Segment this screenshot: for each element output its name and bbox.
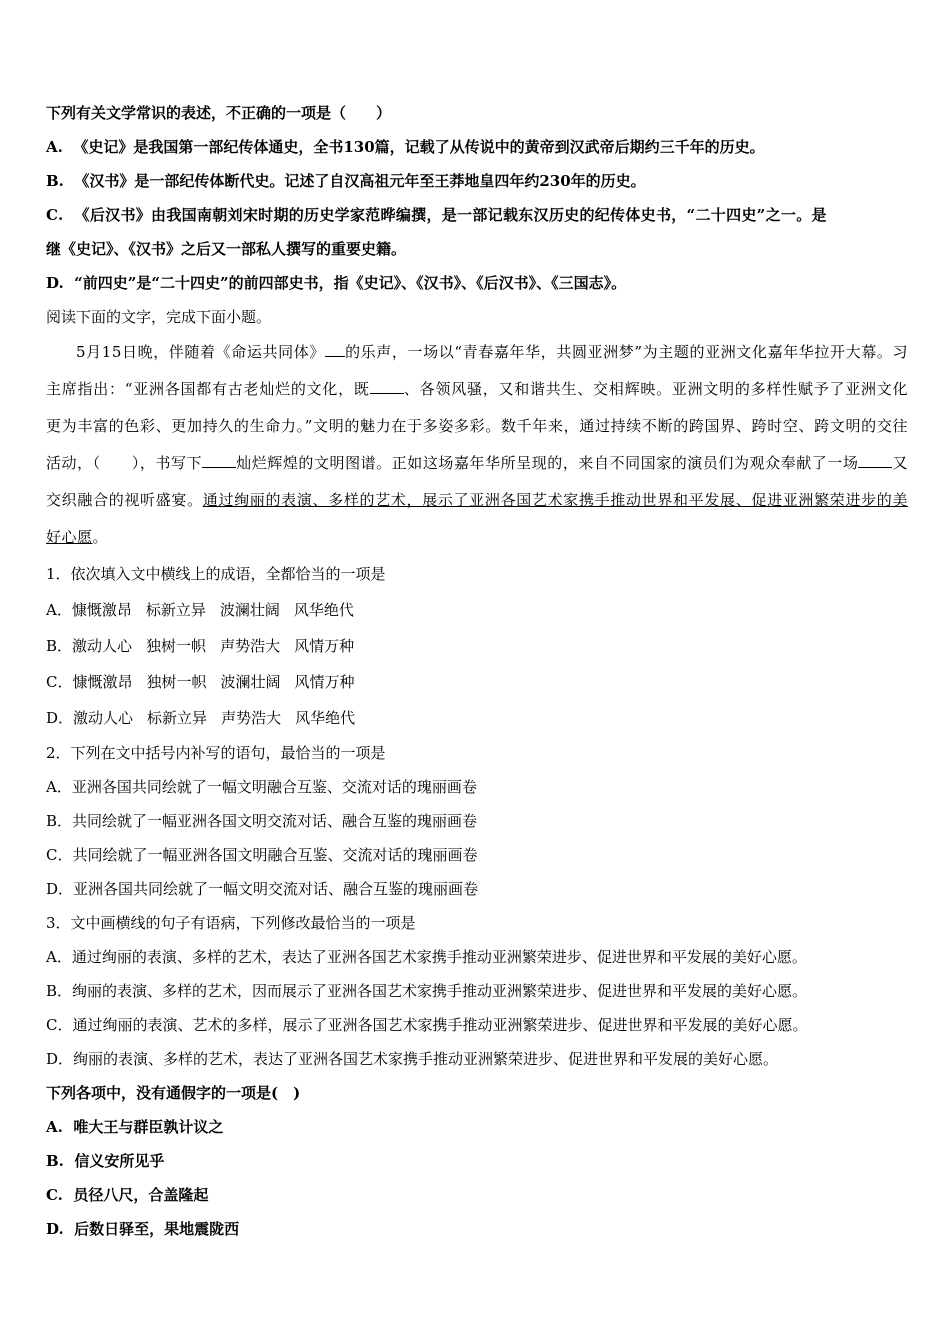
option-letter: B. bbox=[46, 172, 64, 190]
idiom: 风华绝代 bbox=[293, 601, 354, 619]
idiom: 慷慨激昂 bbox=[72, 673, 133, 691]
option-letter: C． bbox=[46, 1016, 73, 1034]
sub-question-3-stem: 3．文中画横线的句子有语病，下列修改最恰当的一项是 bbox=[46, 914, 416, 932]
sub1-option-b bbox=[46, 628, 908, 664]
option-text: 通过绚丽的表演、多样的艺术，表达了亚洲各国艺术家携手推动亚洲繁荣进步、促进世界和平发展的美好心愿。 bbox=[71, 948, 807, 966]
option-letter: C. bbox=[46, 1186, 63, 1204]
option-text: 信义安所见乎 bbox=[74, 1152, 165, 1170]
sub-question-1-stem: 1．依次填入文中横线上的成语，全都恰当的一项是 bbox=[46, 565, 386, 583]
option-c-continued: 继《史记》、《汉书》之后又一部私人撰写的重要史籍。 bbox=[46, 240, 407, 258]
idiom: 激动人心 bbox=[73, 709, 134, 727]
idiom: 慷慨激昂 bbox=[71, 601, 132, 619]
option-text: 员径八尺，合盖隆起 bbox=[73, 1186, 209, 1204]
idiom: 风情万种 bbox=[294, 637, 355, 655]
underlined-sentence: 通过绚丽的表演、多样的艺术，展示了亚洲各国艺术家携手推动世界和平发展、促进亚洲繁荣进步的美好心愿 bbox=[46, 491, 908, 546]
option-text: 共同绘就了一幅亚洲各国文明融合互鉴、交流对话的瑰丽画卷 bbox=[72, 846, 478, 864]
idiom: 标新立异 bbox=[147, 709, 208, 727]
question-stem: 下列各项中，没有通假字的一项是( ) bbox=[46, 1084, 301, 1102]
q3-option-b bbox=[46, 1144, 908, 1178]
reading-passage bbox=[46, 334, 908, 556]
option-letter: B． bbox=[46, 637, 73, 655]
passage-part-4: 灿烂辉煌的文明图谱。正如这场嘉年华所呈现的，来自不同国家的演员们为观众奉献了一场 bbox=[236, 454, 859, 472]
idiom: 波澜壮阔 bbox=[219, 601, 280, 619]
option-letter: A. bbox=[46, 138, 63, 156]
option-text: 绚丽的表演、多样的艺术，表达了亚洲各国艺术家携手推动亚洲繁荣进步、促进世界和平发展的美好心愿。 bbox=[73, 1050, 779, 1068]
option-letter: B. bbox=[46, 1152, 64, 1170]
sub1-option-c bbox=[46, 664, 908, 700]
exam-page bbox=[46, 96, 908, 1246]
option-a bbox=[46, 130, 908, 164]
option-letter: B． bbox=[46, 812, 73, 830]
idiom: 激动人心 bbox=[72, 637, 133, 655]
passage-end: 。 bbox=[92, 528, 109, 546]
passage-part-1: 5月15日晚，伴随着《命运共同体》 bbox=[76, 343, 325, 361]
option-letter: C． bbox=[46, 673, 73, 691]
option-text: “前四史”是“二十四史”的前四部史书，指《史记》、《汉书》、《后汉书》、《三国志》。 bbox=[74, 274, 627, 292]
sub1-option-d bbox=[46, 700, 908, 736]
option-letter: A． bbox=[46, 948, 72, 966]
idiom: 风情万种 bbox=[294, 673, 355, 691]
passage-part-3: 、各领风骚，又和谐共生、交相辉映。亚洲文明的多样性赋予了亚洲文化更为丰富的色彩、更加持久的生命力。”文明的魅力在于多姿多彩。数千年来，通过持续不断的跨国界、跨时空、跨文明的交往活动，（ ），书写下 bbox=[46, 380, 908, 472]
option-text: 后数日驿至，果地震陇西 bbox=[74, 1220, 240, 1238]
fill-blank-3 bbox=[202, 452, 236, 468]
option-letter: B． bbox=[46, 982, 73, 1000]
option-text: 通过绚丽的表演、艺术的多样，展示了亚洲各国艺术家携手推动亚洲繁荣进步、促进世界和平发展的美好心愿。 bbox=[72, 1016, 808, 1034]
option-text: 唯大王与群臣孰计议之 bbox=[73, 1118, 224, 1136]
option-text: 共同绘就了一幅亚洲各国文明交流对话、融合互鉴的瑰丽画卷 bbox=[72, 812, 478, 830]
q3-option-a bbox=[46, 1110, 908, 1144]
option-letter: D. bbox=[46, 274, 64, 292]
sub2-option-c bbox=[46, 838, 908, 872]
option-text: 绚丽的表演、多样的艺术，因而展示了亚洲各国艺术家携手推动亚洲繁荣进步、促进世界和平发展的美好心愿。 bbox=[72, 982, 808, 1000]
sub3-option-d bbox=[46, 1042, 908, 1076]
option-d bbox=[46, 266, 908, 300]
fill-blank-2 bbox=[370, 378, 404, 394]
option-letter: D． bbox=[46, 880, 74, 898]
option-letter: C. bbox=[46, 206, 64, 224]
passage-part-2: 的乐声，一场以“青春嘉年华，共圆亚洲梦”为主题的亚洲文化嘉年华拉开大幕。习主席指出：“亚洲各国都有古老灿烂的文化，既 bbox=[46, 343, 908, 398]
option-letter: A． bbox=[46, 601, 72, 619]
option-c bbox=[46, 198, 908, 232]
option-letter: D． bbox=[46, 709, 74, 727]
sub1-option-a bbox=[46, 592, 908, 628]
option-text: 《汉书》是一部纪传体断代史。记述了自汉高祖元年至王莽地皇四年约230年的历史。 bbox=[74, 172, 646, 190]
option-text: 《后汉书》由我国南朝刘宋时期的历史学家范晔编撰，是一部记载东汉历史的纪传体史书，“二十四史”之一。是 bbox=[74, 206, 827, 224]
option-letter: A． bbox=[46, 778, 72, 796]
sub2-option-a bbox=[46, 770, 908, 804]
sub2-option-b bbox=[46, 804, 908, 838]
option-b bbox=[46, 164, 908, 198]
sub3-option-c bbox=[46, 1008, 908, 1042]
sub3-option-a bbox=[46, 940, 908, 974]
idiom: 独树一帜 bbox=[146, 673, 207, 691]
idiom: 声势浩大 bbox=[221, 709, 282, 727]
question-stem: 下列有关文学常识的表述，不正确的一项是（ ） bbox=[46, 104, 392, 122]
fill-blank-4 bbox=[858, 452, 892, 468]
idiom: 波澜壮阔 bbox=[220, 673, 281, 691]
option-letter: A. bbox=[46, 1118, 63, 1136]
passage-part-5: 又交织融合的视听盛宴。 bbox=[46, 454, 908, 509]
idiom: 标新立异 bbox=[145, 601, 206, 619]
idiom: 声势浩大 bbox=[220, 637, 281, 655]
option-text: 《史记》是我国第一部纪传体通史，全书130篇，记载了从传说中的黄帝到汉武帝后期约三千年的历史。 bbox=[73, 138, 765, 156]
fill-blank-1 bbox=[325, 341, 345, 357]
option-letter: D． bbox=[46, 1050, 74, 1068]
sub3-option-b bbox=[46, 974, 908, 1008]
option-letter: D. bbox=[46, 1220, 64, 1238]
option-text: 亚洲各国共同绘就了一幅文明交流对话、融合互鉴的瑰丽画卷 bbox=[73, 880, 479, 898]
option-text: 亚洲各国共同绘就了一幅文明融合互鉴、交流对话的瑰丽画卷 bbox=[71, 778, 477, 796]
sub2-option-d bbox=[46, 872, 908, 906]
q3-option-d bbox=[46, 1212, 908, 1246]
idiom: 风华绝代 bbox=[295, 709, 356, 727]
idiom: 独树一帜 bbox=[146, 637, 207, 655]
sub-question-2-stem: 2．下列在文中括号内补写的语句，最恰当的一项是 bbox=[46, 744, 386, 762]
option-letter: C． bbox=[46, 846, 73, 864]
q3-option-c bbox=[46, 1178, 908, 1212]
reading-instruction: 阅读下面的文字，完成下面小题。 bbox=[46, 308, 272, 326]
